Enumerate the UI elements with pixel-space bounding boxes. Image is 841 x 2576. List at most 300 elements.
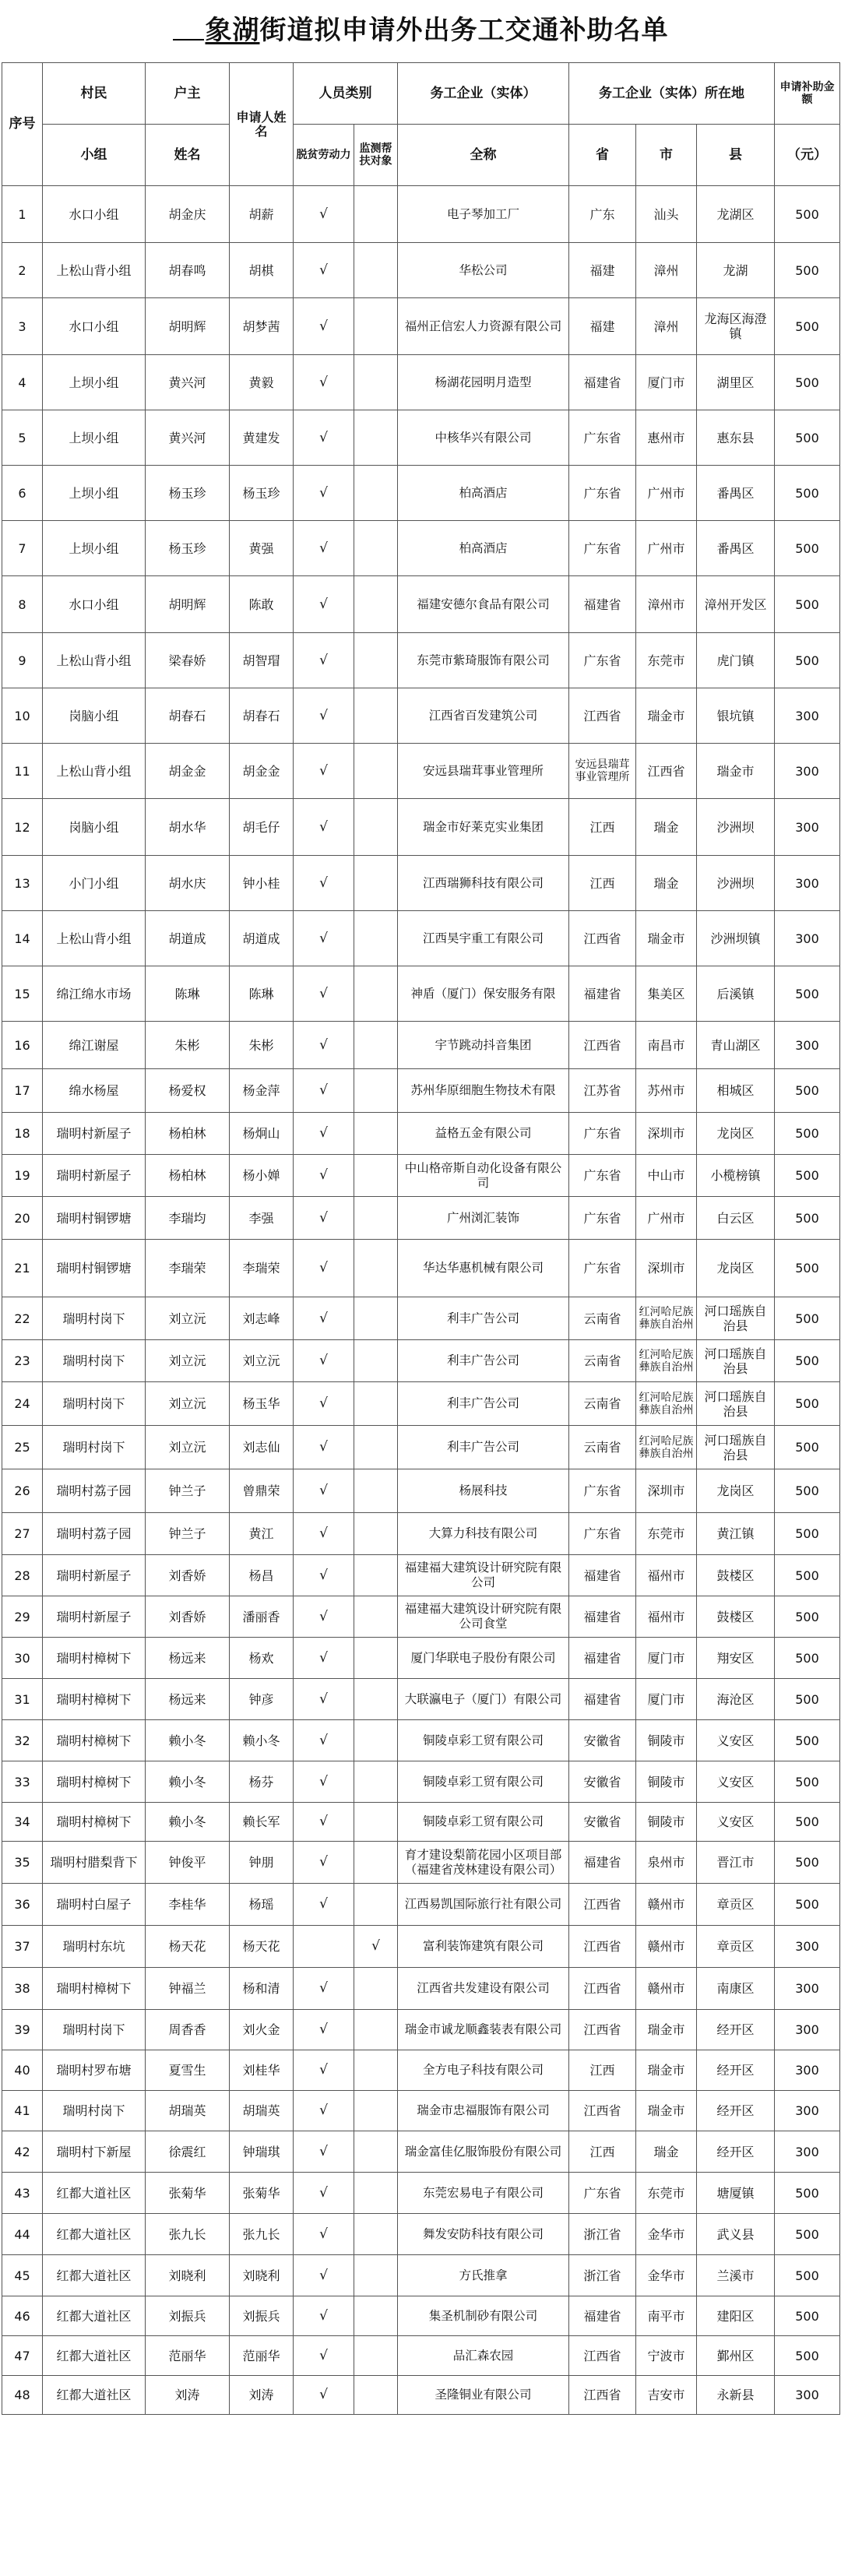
cell-household-name: 杨天花: [146, 1926, 230, 1968]
cell-amount: 500: [775, 966, 840, 1022]
cell-monitor-check: [354, 2010, 398, 2050]
cell-seq: 17: [2, 1069, 43, 1113]
cell-enterprise: 广州浏汇装饰: [398, 1197, 569, 1240]
cell-city: 惠州市: [636, 410, 697, 466]
cell-group: 瑞明村岗下: [43, 2010, 146, 2050]
table-row: [2, 410, 840, 466]
cell-seq: 27: [2, 1513, 43, 1555]
cell-province: 福建省: [569, 1679, 636, 1720]
cell-household-name: 刘立沅: [146, 1382, 230, 1426]
cell-county: 晋江市: [697, 1842, 775, 1884]
cell-enterprise: 瑞金市诚龙顺鑫装表有限公司: [398, 2010, 569, 2050]
table-row: [2, 1382, 840, 1426]
cell-group: 红都大道社区: [43, 2336, 146, 2376]
cell-poverty-check: √: [294, 1761, 354, 1803]
table-row: [2, 1240, 840, 1297]
cell-county: 河口瑶族自治县: [697, 1426, 775, 1469]
cell-enterprise: 品汇森农园: [398, 2336, 569, 2376]
cell-poverty-check: √: [294, 2255, 354, 2296]
cell-province: 广东: [569, 186, 636, 243]
cell-household-name: 胡明辉: [146, 576, 230, 633]
cell-household-name: 周香香: [146, 2010, 230, 2050]
header-amount: 申请补助金额: [775, 63, 840, 125]
cell-province: 福建: [569, 298, 636, 355]
cell-city: 广州市: [636, 1197, 697, 1240]
cell-enterprise: 江西易凯国际旅行社有限公司: [398, 1884, 569, 1926]
cell-group: 瑞明村荔子园: [43, 1469, 146, 1513]
cell-amount: 300: [775, 2050, 840, 2091]
cell-enterprise: 安远县瑞茸事业管理所: [398, 744, 569, 799]
cell-monitor-check: [354, 856, 398, 911]
cell-monitor-check: [354, 2050, 398, 2091]
cell-city: 江西省: [636, 744, 697, 799]
cell-enterprise: 瑞金市好莱克实业集团: [398, 799, 569, 856]
table-row: [2, 2214, 840, 2255]
cell-household-name: 张九长: [146, 2214, 230, 2255]
cell-amount: 500: [775, 1426, 840, 1469]
cell-poverty-check: √: [294, 2376, 354, 2415]
cell-enterprise: 富利装饰建筑有限公司: [398, 1926, 569, 1968]
cell-monitor-check: √: [354, 1926, 398, 1968]
cell-city: 集美区: [636, 966, 697, 1022]
title-text: 街道拟申请外出务工交通补助名单: [259, 15, 669, 46]
cell-province: 江西省: [569, 1968, 636, 2010]
cell-household-name: 刘振兵: [146, 2296, 230, 2336]
cell-group: 瑞明村东坑: [43, 1926, 146, 1968]
cell-enterprise: 全方电子科技有限公司: [398, 2050, 569, 2091]
cell-province: 福建省: [569, 2296, 636, 2336]
cell-applicant: 刘立沅: [230, 1340, 294, 1382]
cell-poverty-check: √: [294, 1842, 354, 1884]
cell-province: 福建省: [569, 1842, 636, 1884]
title-town: 象湖: [205, 15, 260, 46]
table-row: [2, 243, 840, 298]
header-monitor: 监测帮扶对象: [354, 125, 398, 186]
cell-county: 惠东县: [697, 410, 775, 466]
cell-poverty-check: √: [294, 688, 354, 744]
cell-applicant: 黄江: [230, 1513, 294, 1555]
cell-poverty-check: √: [294, 186, 354, 243]
cell-seq: 10: [2, 688, 43, 744]
cell-monitor-check: [354, 1155, 398, 1197]
cell-enterprise: 柏高酒店: [398, 466, 569, 521]
cell-group: 瑞明村新屋子: [43, 1596, 146, 1638]
cell-household-name: 钟兰子: [146, 1469, 230, 1513]
cell-province: 江苏省: [569, 1069, 636, 1113]
cell-group: 红都大道社区: [43, 2173, 146, 2214]
header-seq: 序号: [2, 63, 43, 186]
cell-amount: 500: [775, 186, 840, 243]
cell-group: 上坝小组: [43, 410, 146, 466]
cell-poverty-check: √: [294, 911, 354, 966]
cell-county: 龙湖区: [697, 186, 775, 243]
table-row: [2, 1555, 840, 1596]
cell-county: 漳州开发区: [697, 576, 775, 633]
cell-county: 南康区: [697, 1968, 775, 2010]
cell-enterprise: 方氏推拿: [398, 2255, 569, 2296]
cell-county: 义安区: [697, 1803, 775, 1842]
cell-seq: 39: [2, 2010, 43, 2050]
cell-seq: 44: [2, 2214, 43, 2255]
cell-poverty-check: √: [294, 1340, 354, 1382]
document-title: [0, 11, 841, 50]
cell-seq: 36: [2, 1884, 43, 1926]
cell-group: 瑞明村腊梨背下: [43, 1842, 146, 1884]
table-row: [2, 521, 840, 576]
cell-province: 广东省: [569, 410, 636, 466]
cell-monitor-check: [354, 966, 398, 1022]
table-row: [2, 298, 840, 355]
cell-group: 瑞明村樟树下: [43, 1761, 146, 1803]
cell-county: 建阳区: [697, 2296, 775, 2336]
cell-seq: 43: [2, 2173, 43, 2214]
cell-monitor-check: [354, 1069, 398, 1113]
cell-seq: 11: [2, 744, 43, 799]
cell-amount: 500: [775, 1197, 840, 1240]
cell-seq: 46: [2, 2296, 43, 2336]
cell-seq: 31: [2, 1679, 43, 1720]
cell-monitor-check: [354, 1968, 398, 2010]
cell-monitor-check: [354, 576, 398, 633]
header-category: 人员类别: [294, 63, 398, 125]
cell-applicant: 胡瑞英: [230, 2091, 294, 2131]
cell-household-name: 胡春石: [146, 688, 230, 744]
cell-monitor-check: [354, 1340, 398, 1382]
cell-seq: 6: [2, 466, 43, 521]
cell-group: 瑞明村下新屋: [43, 2131, 146, 2173]
cell-province: 江西: [569, 799, 636, 856]
cell-city: 赣州市: [636, 1884, 697, 1926]
cell-seq: 2: [2, 243, 43, 298]
table-row: [2, 2173, 840, 2214]
cell-city: 铜陵市: [636, 1803, 697, 1842]
cell-enterprise: 铜陵卓彩工贸有限公司: [398, 1761, 569, 1803]
cell-amount: 500: [775, 1842, 840, 1884]
cell-province: 江西省: [569, 1926, 636, 1968]
cell-seq: 16: [2, 1022, 43, 1069]
cell-county: 龙岗区: [697, 1240, 775, 1297]
table-row: [2, 633, 840, 688]
cell-seq: 14: [2, 911, 43, 966]
cell-poverty-check: √: [294, 1197, 354, 1240]
cell-applicant: 潘丽香: [230, 1596, 294, 1638]
cell-group: 瑞明村樟树下: [43, 1638, 146, 1679]
cell-enterprise: 福建福大建筑设计研究院有限公司食堂: [398, 1596, 569, 1638]
cell-household-name: 徐震红: [146, 2131, 230, 2173]
cell-county: 经开区: [697, 2131, 775, 2173]
cell-city: 宁波市: [636, 2336, 697, 2376]
cell-amount: 500: [775, 1340, 840, 1382]
cell-applicant: 张九长: [230, 2214, 294, 2255]
cell-enterprise: 铜陵卓彩工贸有限公司: [398, 1720, 569, 1761]
cell-applicant: 杨天花: [230, 1926, 294, 1968]
cell-seq: 9: [2, 633, 43, 688]
table-row: [2, 1197, 840, 1240]
cell-poverty-check: √: [294, 1113, 354, 1155]
cell-enterprise: 电子琴加工厂: [398, 186, 569, 243]
header-poverty: 脱贫劳动力: [294, 125, 354, 186]
table-body: [2, 186, 840, 2415]
cell-county: 瑞金市: [697, 744, 775, 799]
cell-poverty-check: √: [294, 1382, 354, 1426]
cell-seq: 41: [2, 2091, 43, 2131]
cell-seq: 26: [2, 1469, 43, 1513]
cell-seq: 28: [2, 1555, 43, 1596]
cell-group: 瑞明村樟树下: [43, 1803, 146, 1842]
cell-province: 安徽省: [569, 1720, 636, 1761]
cell-city: 漳州: [636, 243, 697, 298]
cell-group: 上松山背小组: [43, 243, 146, 298]
cell-city: 深圳市: [636, 1113, 697, 1155]
cell-province: 广东省: [569, 1113, 636, 1155]
cell-poverty-check: √: [294, 355, 354, 410]
cell-city: 瑞金市: [636, 2050, 697, 2091]
cell-applicant: 陈敢: [230, 576, 294, 633]
cell-group: 瑞明村铜锣塘: [43, 1197, 146, 1240]
cell-city: 深圳市: [636, 1469, 697, 1513]
cell-amount: 500: [775, 1069, 840, 1113]
cell-household-name: 钟俊平: [146, 1842, 230, 1884]
header-county: 县: [697, 125, 775, 186]
cell-poverty-check: √: [294, 1426, 354, 1469]
cell-city: 苏州市: [636, 1069, 697, 1113]
cell-enterprise: 瑞金市忠福服饰有限公司: [398, 2091, 569, 2131]
table-row: [2, 1803, 840, 1842]
cell-household-name: 夏雪生: [146, 2050, 230, 2091]
cell-group: 上坝小组: [43, 466, 146, 521]
cell-enterprise: 集圣机制砂有限公司: [398, 2296, 569, 2336]
cell-monitor-check: [354, 355, 398, 410]
cell-province: 江西: [569, 856, 636, 911]
cell-enterprise: 福州正信宏人力资源有限公司: [398, 298, 569, 355]
cell-household-name: 赖小冬: [146, 1720, 230, 1761]
cell-applicant: 胡薪: [230, 186, 294, 243]
cell-monitor-check: [354, 2173, 398, 2214]
header-location: 务工企业（实体）所在地: [569, 63, 775, 125]
cell-applicant: 刘振兵: [230, 2296, 294, 2336]
cell-province: 福建省: [569, 355, 636, 410]
cell-poverty-check: √: [294, 744, 354, 799]
cell-household-name: 杨玉珍: [146, 521, 230, 576]
cell-seq: 4: [2, 355, 43, 410]
cell-applicant: 陈琳: [230, 966, 294, 1022]
cell-group: 瑞明村岗下: [43, 1297, 146, 1340]
cell-amount: 300: [775, 1926, 840, 1968]
cell-enterprise: 利丰广告公司: [398, 1340, 569, 1382]
cell-group: 红都大道社区: [43, 2255, 146, 2296]
cell-applicant: 钟彦: [230, 1679, 294, 1720]
cell-city: 瑞金市: [636, 911, 697, 966]
table-row: [2, 1297, 840, 1340]
cell-poverty-check: √: [294, 1469, 354, 1513]
cell-county: 虎门镇: [697, 633, 775, 688]
table-row: [2, 911, 840, 966]
cell-enterprise: 铜陵卓彩工贸有限公司: [398, 1803, 569, 1842]
cell-household-name: 黄兴河: [146, 410, 230, 466]
cell-enterprise: 江西昊宇重工有限公司: [398, 911, 569, 966]
cell-city: 瑞金: [636, 2131, 697, 2173]
cell-applicant: 钟瑞琪: [230, 2131, 294, 2173]
cell-province: 安徽省: [569, 1803, 636, 1842]
cell-seq: 30: [2, 1638, 43, 1679]
cell-seq: 45: [2, 2255, 43, 2296]
cell-county: 龙岗区: [697, 1113, 775, 1155]
cell-province: 广东省: [569, 2173, 636, 2214]
cell-province: 江西省: [569, 2336, 636, 2376]
cell-monitor-check: [354, 1761, 398, 1803]
table-row: [2, 1596, 840, 1638]
table-row: [2, 2255, 840, 2296]
table-row: [2, 1022, 840, 1069]
cell-province: 江西省: [569, 2010, 636, 2050]
cell-enterprise: 江西瑞狮科技有限公司: [398, 856, 569, 911]
cell-household-name: 朱彬: [146, 1022, 230, 1069]
cell-monitor-check: [354, 1297, 398, 1340]
table-row: [2, 1720, 840, 1761]
table-row: [2, 688, 840, 744]
header-household: 户主: [146, 63, 230, 125]
cell-enterprise: 福建安德尔食品有限公司: [398, 576, 569, 633]
table-header: [2, 63, 840, 186]
table-row: [2, 466, 840, 521]
cell-poverty-check: √: [294, 2336, 354, 2376]
cell-city: 厦门市: [636, 1679, 697, 1720]
cell-county: 银坑镇: [697, 688, 775, 744]
cell-applicant: 赖小冬: [230, 1720, 294, 1761]
cell-group: 瑞明村铜锣塘: [43, 1240, 146, 1297]
cell-applicant: 杨玉珍: [230, 466, 294, 521]
cell-enterprise: 圣隆铜业有限公司: [398, 2376, 569, 2415]
cell-city: 中山市: [636, 1155, 697, 1197]
cell-amount: 500: [775, 2255, 840, 2296]
cell-monitor-check: [354, 410, 398, 466]
cell-monitor-check: [354, 911, 398, 966]
cell-amount: 300: [775, 1022, 840, 1069]
cell-county: 经开区: [697, 2050, 775, 2091]
cell-city: 瑞金市: [636, 2010, 697, 2050]
cell-household-name: 钟兰子: [146, 1513, 230, 1555]
cell-applicant: 胡毛仔: [230, 799, 294, 856]
cell-city: 红河哈尼族彝族自治州: [636, 1382, 697, 1426]
cell-group: 上坝小组: [43, 521, 146, 576]
cell-group: 瑞明村岗下: [43, 1382, 146, 1426]
cell-monitor-check: [354, 2131, 398, 2173]
cell-seq: 48: [2, 2376, 43, 2415]
cell-monitor-check: [354, 1803, 398, 1842]
cell-poverty-check: √: [294, 2050, 354, 2091]
cell-monitor-check: [354, 799, 398, 856]
cell-poverty-check: √: [294, 2010, 354, 2050]
cell-county: 义安区: [697, 1720, 775, 1761]
cell-seq: 40: [2, 2050, 43, 2091]
cell-applicant: 钟小桂: [230, 856, 294, 911]
cell-group: 水口小组: [43, 186, 146, 243]
cell-province: 江西: [569, 2050, 636, 2091]
cell-applicant: 朱彬: [230, 1022, 294, 1069]
cell-city: 吉安市: [636, 2376, 697, 2415]
cell-amount: 500: [775, 1679, 840, 1720]
cell-group: 瑞明村白屋子: [43, 1884, 146, 1926]
cell-applicant: 杨金萍: [230, 1069, 294, 1113]
cell-poverty-check: √: [294, 1155, 354, 1197]
cell-monitor-check: [354, 1679, 398, 1720]
table-row: [2, 1761, 840, 1803]
cell-province: 广东省: [569, 1240, 636, 1297]
cell-city: 瑞金: [636, 856, 697, 911]
cell-group: 瑞明村新屋子: [43, 1113, 146, 1155]
cell-group: 红都大道社区: [43, 2376, 146, 2415]
cell-poverty-check: √: [294, 243, 354, 298]
cell-seq: 20: [2, 1197, 43, 1240]
cell-applicant: 黄建发: [230, 410, 294, 466]
cell-amount: 500: [775, 1113, 840, 1155]
cell-city: 红河哈尼族彝族自治州: [636, 1340, 697, 1382]
cell-poverty-check: √: [294, 1297, 354, 1340]
cell-amount: 500: [775, 1469, 840, 1513]
cell-city: 漳州市: [636, 576, 697, 633]
cell-city: 东莞市: [636, 2173, 697, 2214]
table-row: [2, 1513, 840, 1555]
cell-seq: 25: [2, 1426, 43, 1469]
cell-applicant: 刘涛: [230, 2376, 294, 2415]
cell-city: 赣州市: [636, 1926, 697, 1968]
cell-monitor-check: [354, 2296, 398, 2336]
table-row: [2, 2336, 840, 2376]
cell-city: 南平市: [636, 2296, 697, 2336]
cell-province: 江西省: [569, 2091, 636, 2131]
cell-household-name: 梁春娇: [146, 633, 230, 688]
cell-county: 黄江镇: [697, 1513, 775, 1555]
cell-monitor-check: [354, 1469, 398, 1513]
table-row: [2, 1069, 840, 1113]
cell-household-name: 胡金金: [146, 744, 230, 799]
cell-monitor-check: [354, 1426, 398, 1469]
cell-city: 泉州市: [636, 1842, 697, 1884]
cell-poverty-check: √: [294, 1555, 354, 1596]
cell-applicant: 胡梦茜: [230, 298, 294, 355]
cell-city: 汕头: [636, 186, 697, 243]
cell-county: 番禺区: [697, 466, 775, 521]
cell-applicant: 胡智瑁: [230, 633, 294, 688]
cell-amount: 300: [775, 799, 840, 856]
cell-applicant: 黄毅: [230, 355, 294, 410]
cell-poverty-check: [294, 1926, 354, 1968]
cell-monitor-check: [354, 744, 398, 799]
cell-amount: 300: [775, 2091, 840, 2131]
table-row: [2, 744, 840, 799]
cell-seq: 38: [2, 1968, 43, 2010]
cell-group: 瑞明村新屋子: [43, 1555, 146, 1596]
cell-amount: 500: [775, 1555, 840, 1596]
cell-province: 江西省: [569, 911, 636, 966]
cell-city: 金华市: [636, 2214, 697, 2255]
cell-enterprise: 瑞金富佳亿服饰股份有限公司: [398, 2131, 569, 2173]
cell-province: 福建省: [569, 966, 636, 1022]
cell-poverty-check: √: [294, 2214, 354, 2255]
cell-group: 瑞明村樟树下: [43, 1720, 146, 1761]
cell-applicant: 杨玉华: [230, 1382, 294, 1426]
cell-poverty-check: √: [294, 856, 354, 911]
cell-applicant: 赖长军: [230, 1803, 294, 1842]
cell-poverty-check: √: [294, 1513, 354, 1555]
cell-applicant: 刘桂华: [230, 2050, 294, 2091]
cell-household-name: 刘立沅: [146, 1426, 230, 1469]
cell-seq: 34: [2, 1803, 43, 1842]
table-row: [2, 1679, 840, 1720]
cell-county: 白云区: [697, 1197, 775, 1240]
cell-province: 江西省: [569, 1022, 636, 1069]
cell-group: 上松山背小组: [43, 633, 146, 688]
